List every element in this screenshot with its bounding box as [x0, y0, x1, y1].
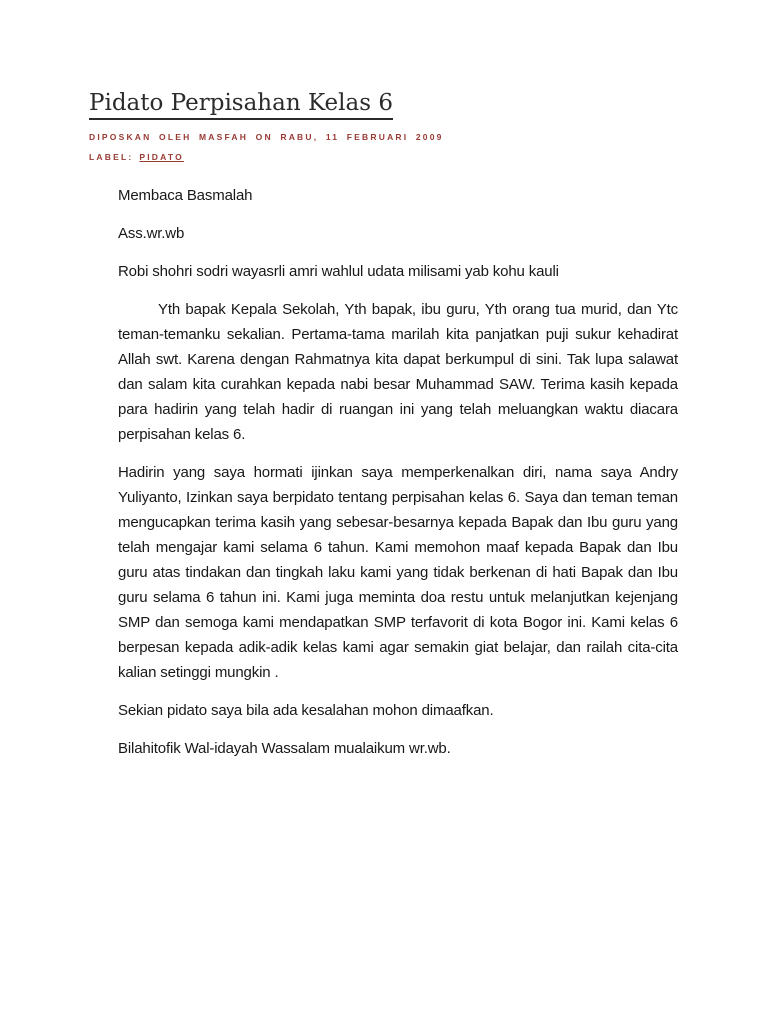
paragraph-main-speech: Hadirin yang saya hormati ijinkan saya memperkenalkan diri, nama saya Andry Yuliyanto, Izinkan saya berpidato tentang perpisahan kelas 6. Saya dan teman teman mengucapkan terima kasih yang sebesar-besarnya kepada Bapak dan Ibu guru yang telah mengajar kami selama 6 tahun. Kami memohon maaf kepada Bapak dan Ibu guru atas tindakan dan tingkah laku kami yang tidak berkenan di hati Bapak dan Ibu guru selama 6 tahun ini. Kami juga meminta doa restu untuk melanjutkan kejenjang SMP dan semoga kami mendapatkan SMP terfavorit di kota Bogor ini. Kami kelas 6 berpesan kepada adik-adik kelas kami agar semakin giat belajar, dan railah cita-cita kalian setinggi mungkin . — [118, 464, 678, 681]
label-link-pidato[interactable]: PIDATO — [139, 152, 184, 162]
post-body — [118, 183, 678, 774]
post-label-row — [89, 152, 709, 162]
paragraph-salutation: Yth bapak Kepala Sekolah, Yth bapak, ibu guru, Yth orang tua murid, dan Ytc teman-temanku sekalian. Pertama-tama marilah kita panjatkan puji sukur kehadirat Allah swt. Karena dengan Rahmatnya kita dapat berkumpul di sini. Tak lupa salawat dan salam kita curahkan kepada nabi besar Muhammad SAW. Terima kasih kepada para hadirin yang telah hadir di ruangan ini yang telah meluangkan waktu diacara perpisahan kelas 6. — [118, 301, 678, 443]
post-byline: DIPOSKAN OLEH MASFAH ON RABU, 11 FEBRUARI 2009 — [89, 132, 444, 142]
post-header — [89, 88, 709, 162]
label-prefix: LABEL: — [89, 152, 134, 162]
paragraph-closing: Bilahitofik Wal-idayah Wassalam mualaikum wr.wb. — [118, 740, 451, 757]
page-title-text: Pidato Perpisahan Kelas 6 — [89, 90, 393, 120]
paragraph-opening-prayer: Robi shohri sodri wayasrli amri wahlul udata milisami yab kohu kauli — [118, 263, 559, 280]
page-title — [89, 88, 709, 118]
paragraph-basmalah: Membaca Basmalah — [118, 187, 253, 204]
paragraph-apology: Sekian pidato saya bila ada kesalahan mohon dimaafkan. — [118, 702, 494, 719]
paragraph-greeting: Ass.wr.wb — [118, 225, 185, 242]
